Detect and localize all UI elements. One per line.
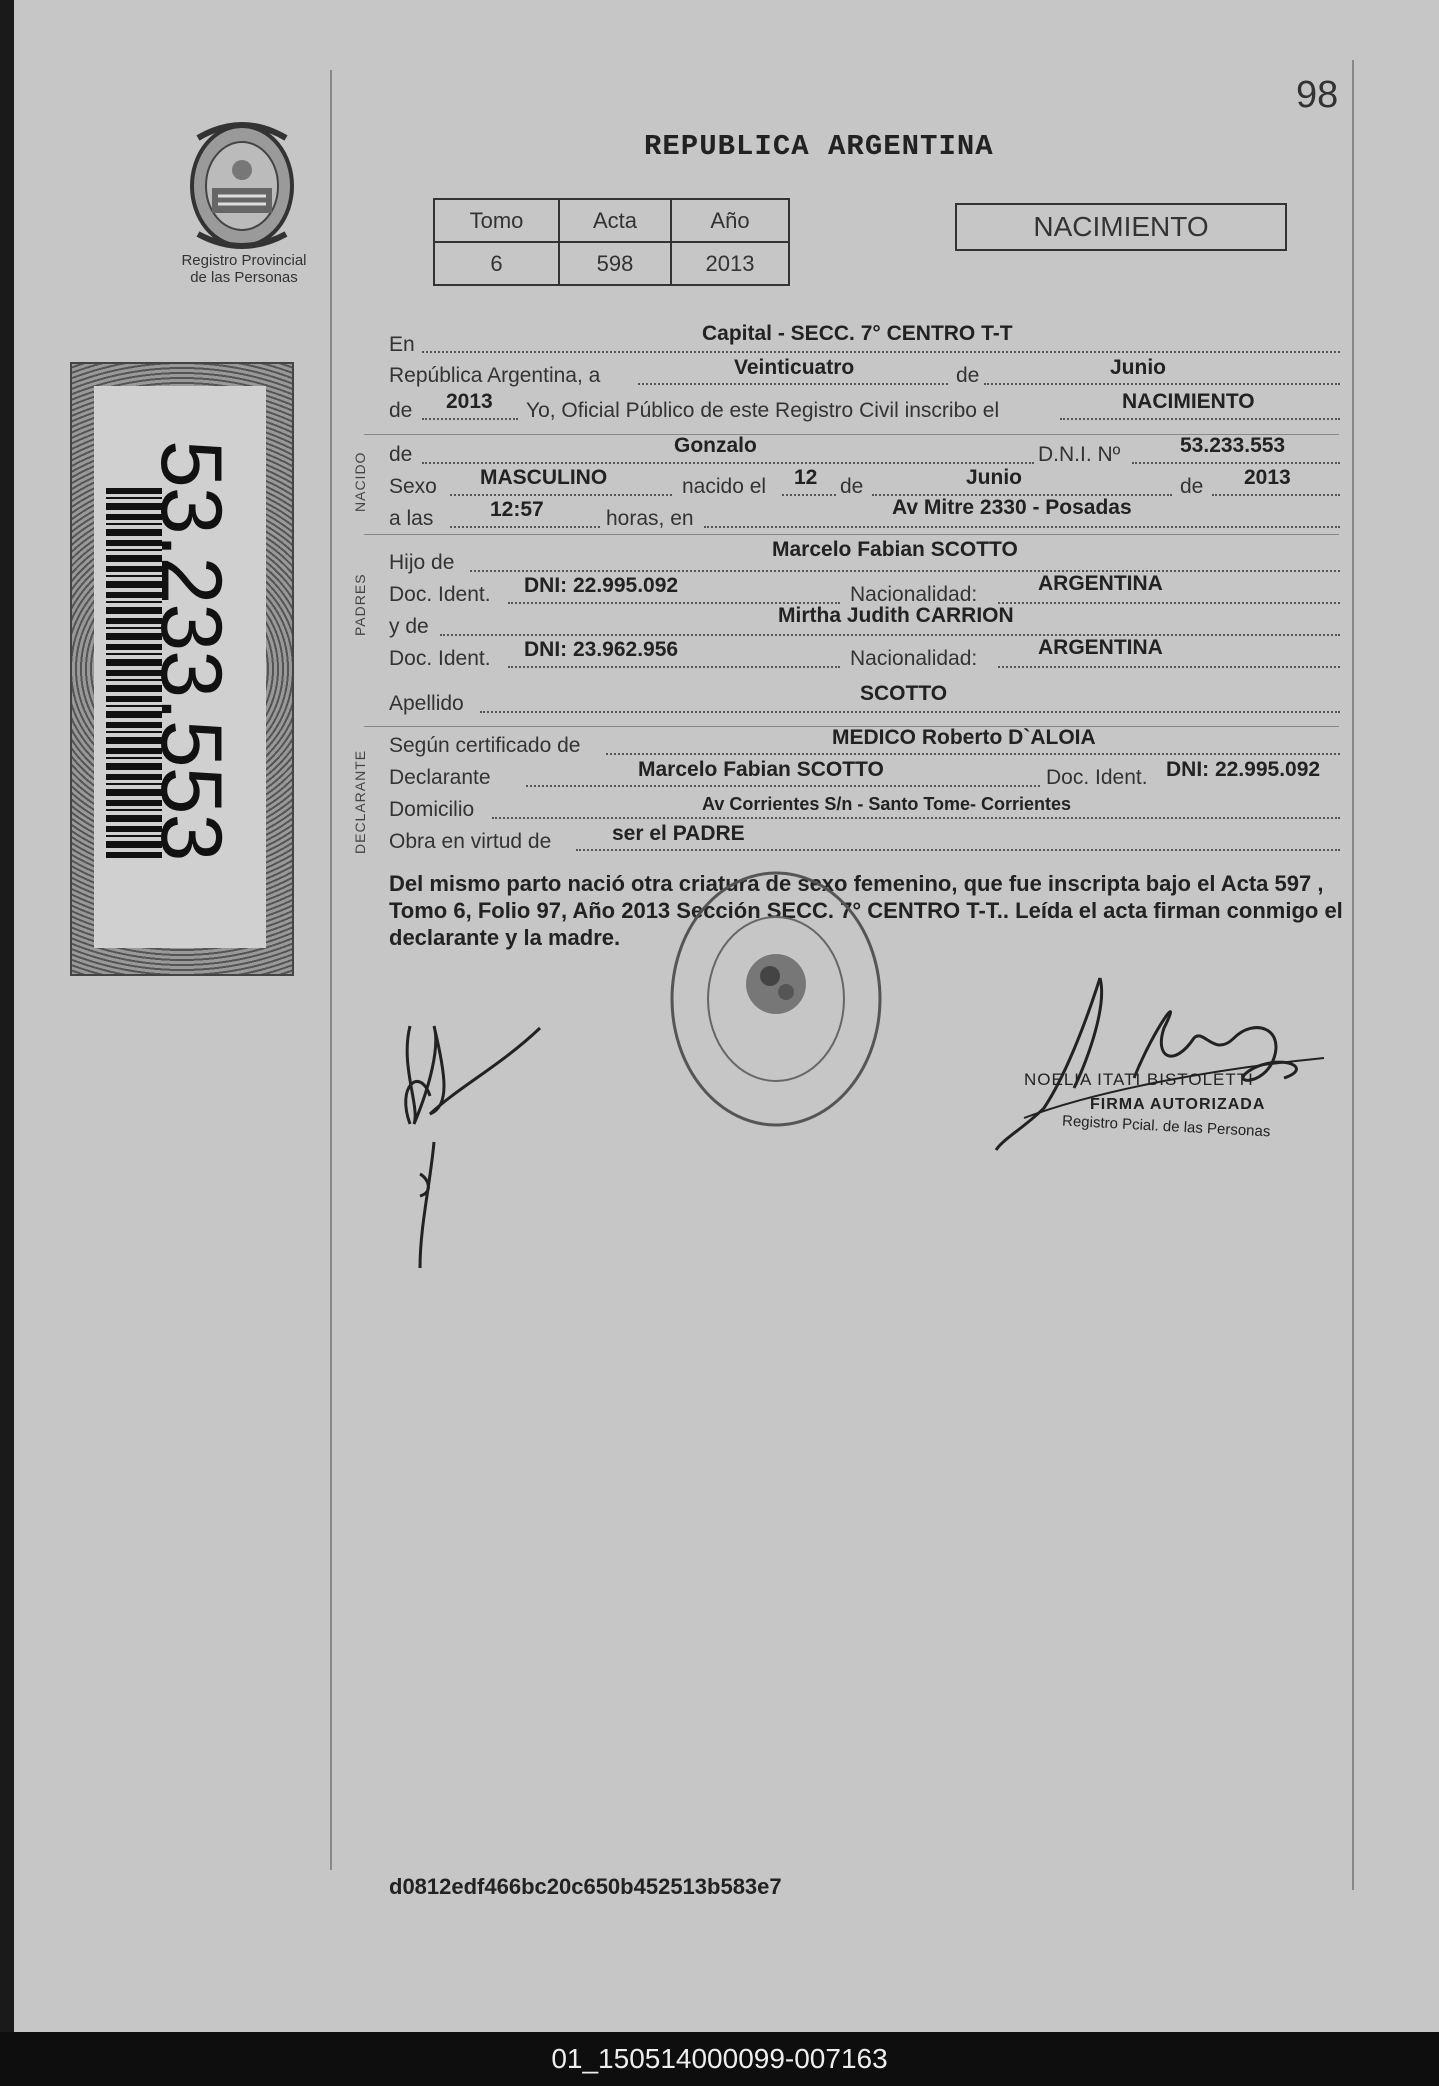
nacido-de2-label: de <box>1180 475 1204 498</box>
col-tomo: Tomo <box>434 199 559 242</box>
dni-value: 53.233.553 <box>1180 434 1286 457</box>
acto-box: NACIMIENTO <box>955 203 1287 251</box>
declarante-value: Marcelo Fabian SCOTTO <box>638 758 884 781</box>
de-anio-label: de <box>389 399 413 422</box>
acta-value: 598 <box>559 242 671 285</box>
declarante-doc: DNI: 22.995.092 <box>1166 758 1321 781</box>
nacido-mes: Junio <box>966 466 1022 489</box>
section-label-declarante: DECLARANTE <box>352 749 368 854</box>
registro-table <box>433 198 790 286</box>
firma-cargo: FIRMA AUTORIZADA <box>1090 1096 1266 1113</box>
signature-declarante-icon <box>390 1006 550 1286</box>
declarante-doc-label: Doc. Ident. <box>1046 766 1148 789</box>
domicilio-label: Domicilio <box>389 798 475 821</box>
de-label: de <box>956 364 980 387</box>
hora-value: 12:57 <box>490 498 544 521</box>
left-margin-line <box>330 70 332 1870</box>
inscribo-text: Yo, Oficial Público de este Registro Civil inscribo el <box>526 399 1000 422</box>
padre-nac-label: Nacionalidad: <box>850 583 978 606</box>
certificado-label: Según certificado de <box>389 734 581 757</box>
padre-doc-label: Doc. Ident. <box>389 583 491 606</box>
yde-label: y de <box>389 615 429 638</box>
nombre-value: Gonzalo <box>674 434 757 457</box>
hijo-label: Hijo de <box>389 551 455 574</box>
madre-nac-label: Nacionalidad: <box>850 647 978 670</box>
acto-value: NACIMIENTO <box>1122 390 1255 413</box>
mes-value: Junio <box>1110 356 1166 379</box>
lugar-value: Av Mitre 2330 - Posadas <box>892 496 1132 519</box>
tomo-value: 6 <box>434 242 559 285</box>
obra-label: Obra en virtud de <box>389 830 552 853</box>
padre-value: Marcelo Fabian SCOTTO <box>772 538 1018 561</box>
nacido-dia: 12 <box>794 466 818 489</box>
obra-value: ser el PADRE <box>612 822 745 845</box>
domicilio-value: Av Corrientes S/n - Santo Tome- Corrientes <box>702 794 1072 814</box>
madre-value: Mirtha Judith CARRION <box>778 604 1014 627</box>
certificado-value: MEDICO Roberto D`ALOIA <box>832 726 1096 749</box>
apellido-label: Apellido <box>389 692 464 715</box>
registro-provincial-label: Registro Provincial de las Personas <box>181 252 307 286</box>
madre-doc: DNI: 23.962.956 <box>524 638 679 661</box>
dni-label: D.N.I. Nº <box>1038 443 1121 466</box>
col-acta: Acta <box>559 199 671 242</box>
madre-doc-label: Doc. Ident. <box>389 647 491 670</box>
sexo-value: MASCULINO <box>480 466 608 489</box>
firma-nombre: NOELIA ITATI BISTOLETTI <box>1024 1070 1254 1089</box>
nombre-label: de <box>389 443 413 466</box>
separator <box>364 534 1339 535</box>
nacido-anio: 2013 <box>1244 466 1291 489</box>
barcode-number: 53.233.553 <box>143 440 239 861</box>
en-label: En <box>389 333 415 356</box>
republica-label: República Argentina, a <box>389 364 601 387</box>
firma-registro: Registro Pcial. de las Personas <box>1061 1112 1271 1141</box>
sexo-label: Sexo <box>389 475 437 498</box>
document-page <box>14 0 1439 2032</box>
page-number: 98 <box>1296 74 1339 116</box>
nacido-label: nacido el <box>682 475 767 498</box>
official-seal-icon <box>666 864 906 1134</box>
document-hash: d0812edf466bc20c650b452513b583e7 <box>389 1874 782 1899</box>
scan-footer-id: 01_150514000099-007163 <box>0 2032 1439 2086</box>
nacido-de-label: de <box>840 475 864 498</box>
nota-parrafo: Del mismo parto nació otra criatura de sexo femenino, que fue inscripta bajo el Acta 597 , Tomo 6, Folio 97, Año 2013 Sección SECC. 7° CENTRO T-T.. Leída el acta firman conmigo el declarante y la madre. <box>389 871 1343 950</box>
dia-value: Veinticuatro <box>734 356 855 379</box>
signature-oficial-icon <box>984 968 1364 1168</box>
section-label-padres: PADRES <box>352 573 368 636</box>
apellido-value: SCOTTO <box>860 682 948 705</box>
horas-en-label: horas, en <box>606 507 694 530</box>
col-anio: Año <box>671 199 789 242</box>
page-title: REPUBLICA ARGENTINA <box>644 130 994 163</box>
province-emblem-icon <box>184 118 300 254</box>
madre-nac: ARGENTINA <box>1038 636 1163 659</box>
alas-label: a las <box>389 507 434 530</box>
padre-doc: DNI: 22.995.092 <box>524 574 679 597</box>
en-value: Capital - SECC. 7° CENTRO T-T <box>702 322 1013 345</box>
anio-value: 2013 <box>671 242 789 285</box>
padre-nac: ARGENTINA <box>1038 572 1163 595</box>
section-label-nacido: NACIDO <box>352 451 368 512</box>
declarante-label: Declarante <box>389 766 491 789</box>
anio-value: 2013 <box>446 390 493 413</box>
